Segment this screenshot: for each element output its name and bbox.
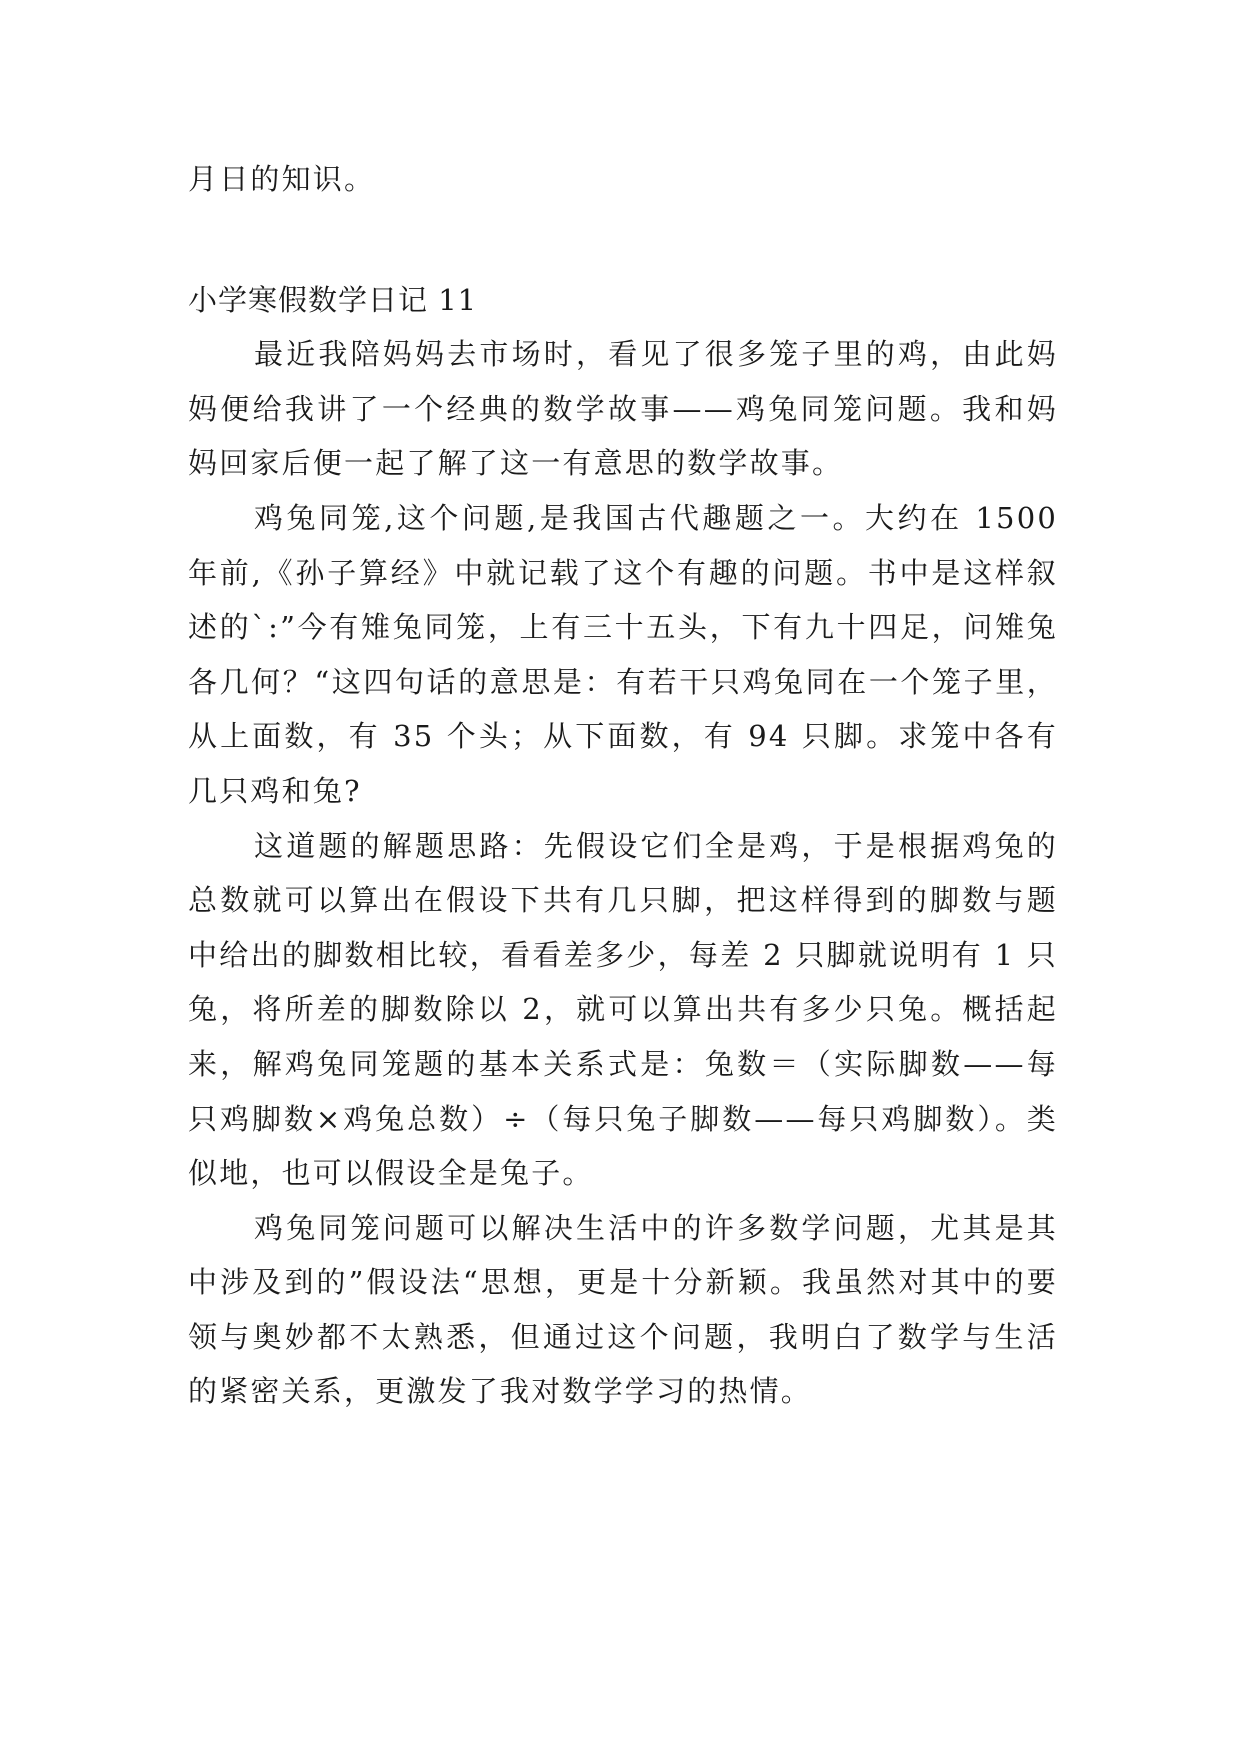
intro-line: 月日的知识。	[188, 162, 376, 196]
diary-title: 小学寒假数学日记 11	[188, 282, 478, 317]
paragraph-4: 鸡兔同笼问题可以解决生活中的许多数学问题，尤其是其中涉及到的”假设法“思想，更是十分新颖。我虽然对其中的要领与奥妙都不太熟悉，但通过这个问题，我明白了数学与生活的紧密关系，更激发了我对数学学习的热情。	[188, 1210, 1058, 1409]
paragraph-1: 最近我陪妈妈去市场时，看见了很多笼子里的鸡，由此妈妈便给我讲了一个经典的数学故事——鸡兔同笼问题。我和妈妈回家后便一起了解了这一有意思的数学故事。	[188, 337, 1058, 481]
paragraph-3: 这道题的解题思路：先假设它们全是鸡，于是根据鸡兔的总数就可以算出在假设下共有几只脚，把这样得到的脚数与题中给出的脚数相比较，看看差多少，每差 2 只脚就说明有 1 只兔，将所差的脚数除以 2，就可以算出共有多少只兔。概括起来，解鸡兔同笼题的基本关系式是：兔数＝（实际脚数——每只鸡脚数×鸡兔总数）÷（每只兔子脚数——每只鸡脚数）。类似地，也可以假设全是兔子。	[188, 828, 1058, 1191]
document-body	[188, 152, 1058, 1419]
paragraph-2: 鸡兔同笼,这个问题,是我国古代趣题之一。大约在 1500 年前,《孙子算经》中就记载了这个有趣的问题。书中是这样叙述的`:”今有雉兔同笼，上有三十五头，下有九十四足，问雉兔各几何？“这四句话的意思是：有若干只鸡兔同在一个笼子里，从上面数，有 35 个头；从下面数，有 94 只脚。求笼中各有几只鸡和兔?	[188, 500, 1058, 808]
